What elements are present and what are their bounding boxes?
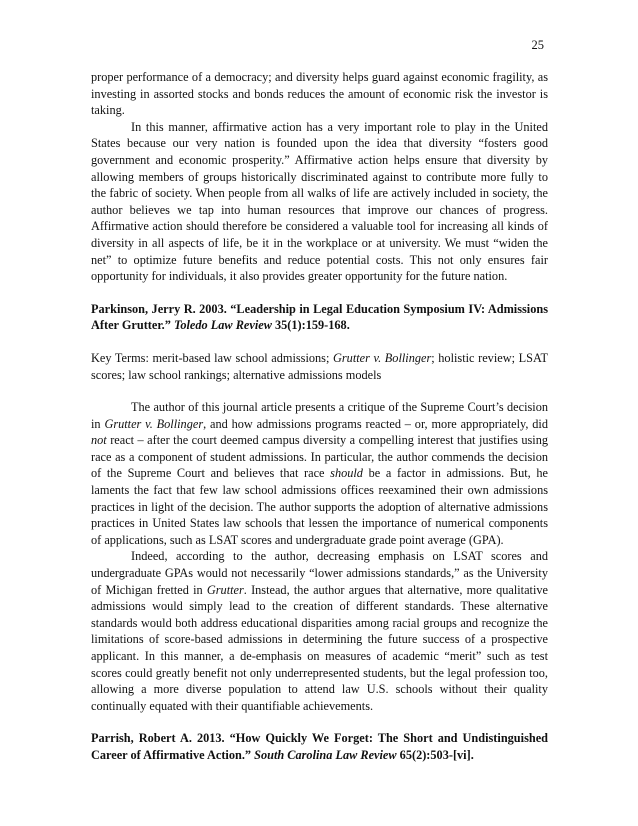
summary-paragraph-1 <box>91 399 548 548</box>
summary-paragraph-2 <box>91 548 548 714</box>
citation-journal: Toledo Law Review <box>173 318 272 333</box>
citation-parrish <box>91 730 548 763</box>
emphasis: should <box>330 466 363 481</box>
citation-main: Parrish, Robert A. 2013. “How Quickly We Forget: The Short and Undistinguished Career of Affirmative Action.” <box>91 731 548 762</box>
page-number: 25 <box>531 38 544 52</box>
page-body <box>91 69 548 764</box>
emphasis: not <box>91 433 107 448</box>
case-name: Grutter <box>206 582 244 597</box>
text-run: be a factor in admissions. But, he laments the fact that few law school admissions offices reexamined their own admissions practices in light of the decision. The author supports the adoption of alternative admissions practices in United States law schools that lessen the importance of numerical components of applications, such as LSAT scores and undergraduate grade point average (GPA). <box>91 466 548 547</box>
key-terms <box>91 350 548 383</box>
key-terms-part: ; holistic review; LSAT scores; law school rankings; alternative admissions models <box>91 350 548 382</box>
citation-journal: South Carolina Law Review <box>254 747 397 762</box>
paragraph-continuation: proper performance of a democracy; and diversity helps guard against economic fragility, as investing in assorted stocks and bonds reduces the amount of economic risk the investor is taking. <box>91 70 548 118</box>
text-run: react – after the court deemed campus diversity a compelling interest that justifies using race as a component of student admissions. In particular, the author commends the decision of the Supreme Court and believes that race <box>91 433 548 481</box>
text-run: . Instead, the author argues that alternative, more qualitative admissions would simply lead to the creation of different standards. These alternative standards would both address educational disparities among racial groups and recognize the limitations of score-based admissions in determining the future success of a prospective applicant. In this manner, a de-emphasis on measures of academic “merit” such as test scores could greatly benefit not only underrepresented students, but the legal profession too, allowing a more diverse population to attend law U.S. schools without their quality continually equated with their quantifiable achievements. <box>91 582 548 713</box>
key-terms-case: Grutter v. Bollinger <box>333 350 432 365</box>
citation-tail: 65(2):503-[vi]. <box>399 747 474 762</box>
text-run: Indeed, according to the author, decreasing emphasis on LSAT scores and undergraduate GPAs would not necessarily “lower admissions standards,” as the University of Michigan fretted in <box>91 549 548 597</box>
case-name: Grutter v. Bollinger <box>104 416 204 431</box>
key-terms-part: Key Terms: merit-based law school admissions; <box>91 350 330 365</box>
citation-tail: 35(1):159-168. <box>274 318 350 333</box>
text-run: , and how admissions programs reacted – or, more appropriately, did <box>203 416 548 431</box>
paragraph-affirmative-action: In this manner, affirmative action has a very important role to play in the United States because our very nation is founded upon the idea that diversity “fosters good government and economic prosperity.” Affirmative action helps ensure that diversity by allowing members of groups historically discriminated against to contribute more fully to the fabric of society. When people from all walks of life are actively included in society, the author believes we tap into human resources that improve our chances of progress. Affirmative action should therefore be considered a valuable tool for increasing all kinds of diversity in all aspects of life, be it in the workplace or at university. We must “widen the net” to optimize future benefits and reduce potential costs. This not only ensures fair opportunity for individuals, it also provides greater opportunity for the future nation. <box>91 119 548 284</box>
citation-main: Parkinson, Jerry R. 2003. “Leadership in Legal Education Symposium IV: Admissions After Grutter.” <box>91 301 548 333</box>
citation-parkinson <box>91 301 548 334</box>
text-run: The author of this journal article presents a critique of the Supreme Court’s decision in <box>91 400 548 431</box>
